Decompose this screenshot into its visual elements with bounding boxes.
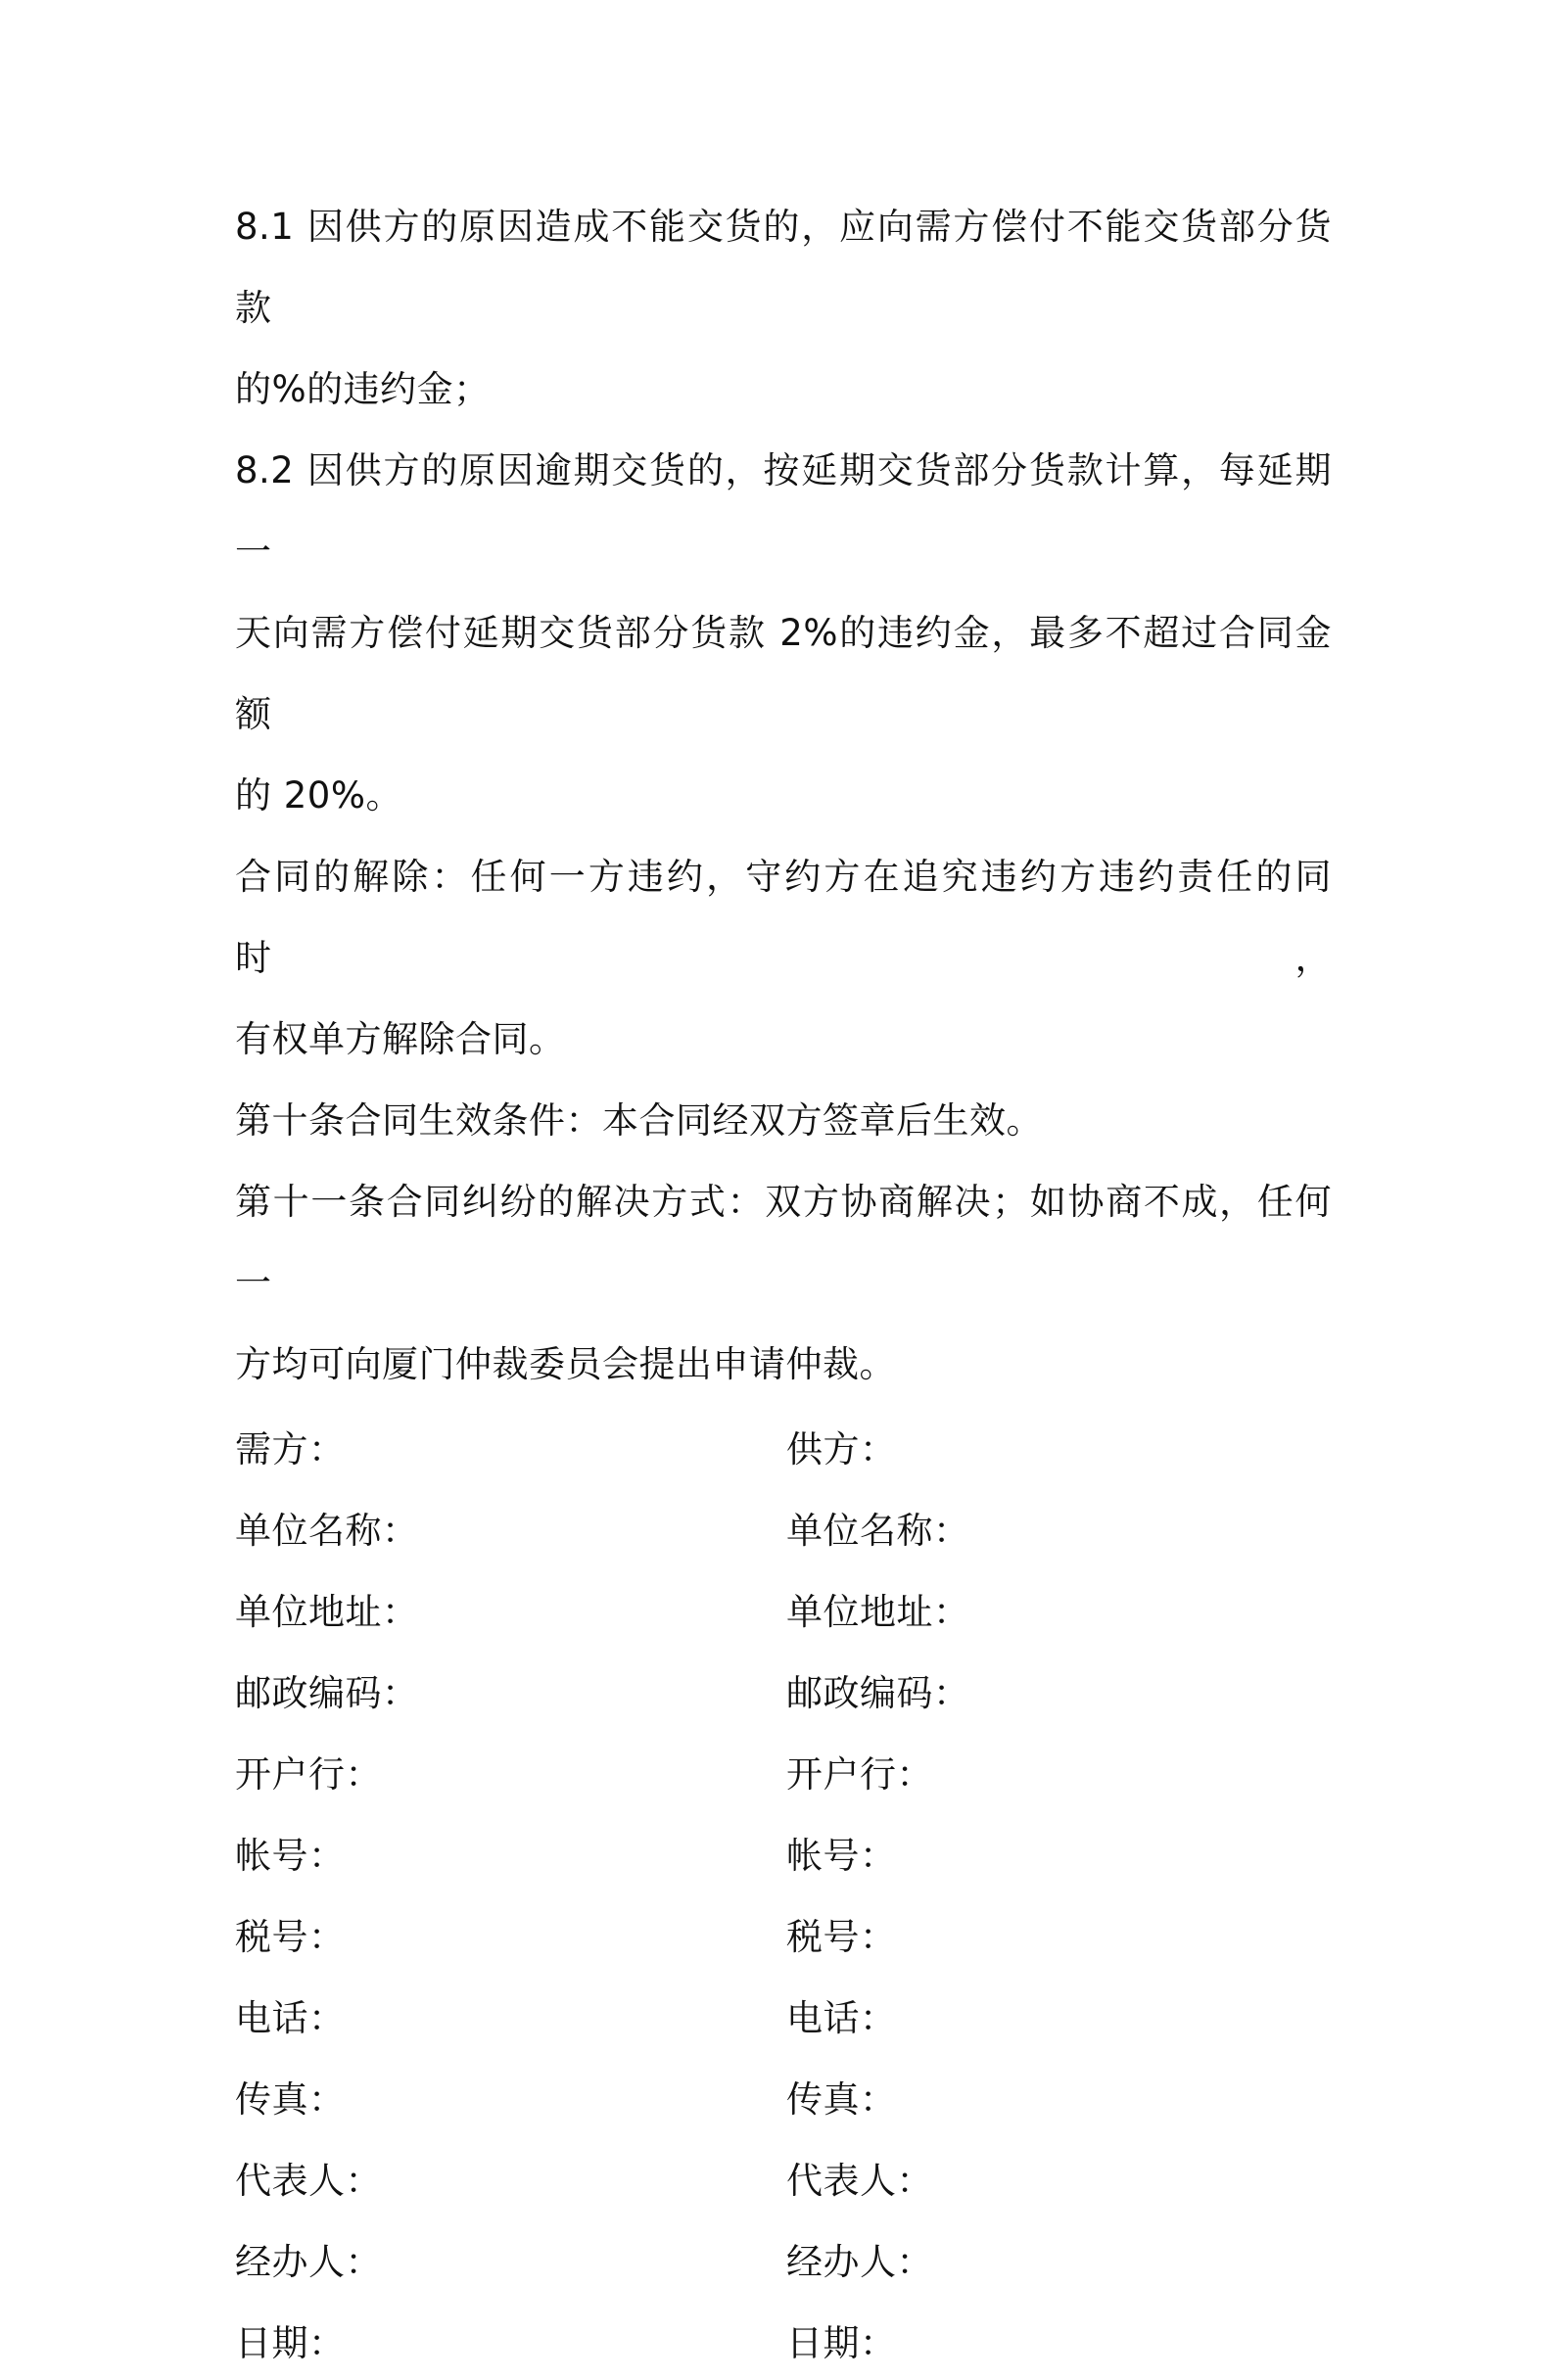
signature-row-party — [235, 1405, 1332, 1486]
supplier-bank-label: 开户行： — [786, 1752, 933, 1796]
buyer-date-label: 日期： — [235, 2321, 346, 2364]
buyer-party-label: 需方： — [235, 1427, 346, 1470]
signature-row-bank — [235, 1730, 1332, 1811]
supplier-representative-label: 代表人： — [786, 2159, 933, 2202]
buyer-representative-label: 代表人： — [235, 2159, 382, 2202]
supplier-postcode-label: 邮政编码： — [786, 1671, 970, 1714]
clause-8-1-line-1: 8.1 因供方的原因造成不能交货的，应向需方偿付不能交货部分货款 — [235, 206, 1332, 329]
supplier-date-label: 日期： — [786, 2321, 897, 2364]
clause-8-2-line-1: 8.2 因供方的原因逾期交货的，按延期交货部分货款计算，每延期一 — [235, 449, 1332, 573]
clause-8-1-line-2: 的%的违约金； — [235, 368, 491, 410]
signature-row-postcode — [235, 1649, 1332, 1730]
signature-row-tax-id — [235, 1892, 1332, 1974]
article-11-line-2: 方均可向厦门仲裁委员会提出申请仲裁。 — [235, 1343, 896, 1385]
supplier-tax-id-label: 税号： — [786, 1915, 897, 1958]
supplier-handler-label: 经办人： — [786, 2240, 933, 2283]
supplier-company-name-label: 单位名称： — [786, 1509, 970, 1552]
signature-row-phone — [235, 1974, 1332, 2055]
signature-row-account — [235, 1811, 1332, 1892]
signature-row-representative — [235, 2136, 1332, 2217]
supplier-fax-label: 传真： — [786, 2077, 897, 2121]
contract-content — [235, 186, 1332, 2380]
buyer-handler-label: 经办人： — [235, 2240, 382, 2283]
termination-clause-line-2: 有权单方解除合同。 — [235, 1018, 566, 1060]
supplier-party-label: 供方： — [786, 1427, 897, 1470]
clause-8-2-line-3: 的 20%。 — [235, 774, 402, 817]
supplier-account-label: 帐号： — [786, 1834, 897, 1877]
buyer-bank-label: 开户行： — [235, 1752, 382, 1796]
signature-row-address — [235, 1567, 1332, 1649]
supplier-phone-label: 电话： — [786, 1996, 897, 2039]
supplier-address-label: 单位地址： — [786, 1590, 970, 1633]
signature-row-company-name — [235, 1486, 1332, 1567]
article-11-line-1: 第十一条合同纠纷的解决方式：双方协商解决；如协商不成，任何一 — [235, 1181, 1332, 1304]
signature-row-handler — [235, 2217, 1332, 2299]
buyer-company-name-label: 单位名称： — [235, 1509, 419, 1552]
signature-row-date — [235, 2299, 1332, 2380]
termination-clause-line-1: 合同的解除：任何一方违约，守约方在追究违约方违约责任的同时， — [235, 856, 1332, 979]
article-10: 第十条合同生效条件：本合同经双方签章后生效。 — [235, 1099, 1043, 1142]
buyer-tax-id-label: 税号： — [235, 1915, 346, 1958]
signature-block — [235, 1405, 1332, 2380]
buyer-phone-label: 电话： — [235, 1996, 346, 2039]
buyer-fax-label: 传真： — [235, 2077, 346, 2121]
buyer-account-label: 帐号： — [235, 1834, 346, 1877]
buyer-postcode-label: 邮政编码： — [235, 1671, 419, 1714]
buyer-address-label: 单位地址： — [235, 1590, 419, 1633]
signature-row-fax — [235, 2055, 1332, 2136]
clause-8-2-line-2: 天向需方偿付延期交货部分货款 2%的违约金，最多不超过合同金额 — [235, 612, 1332, 735]
